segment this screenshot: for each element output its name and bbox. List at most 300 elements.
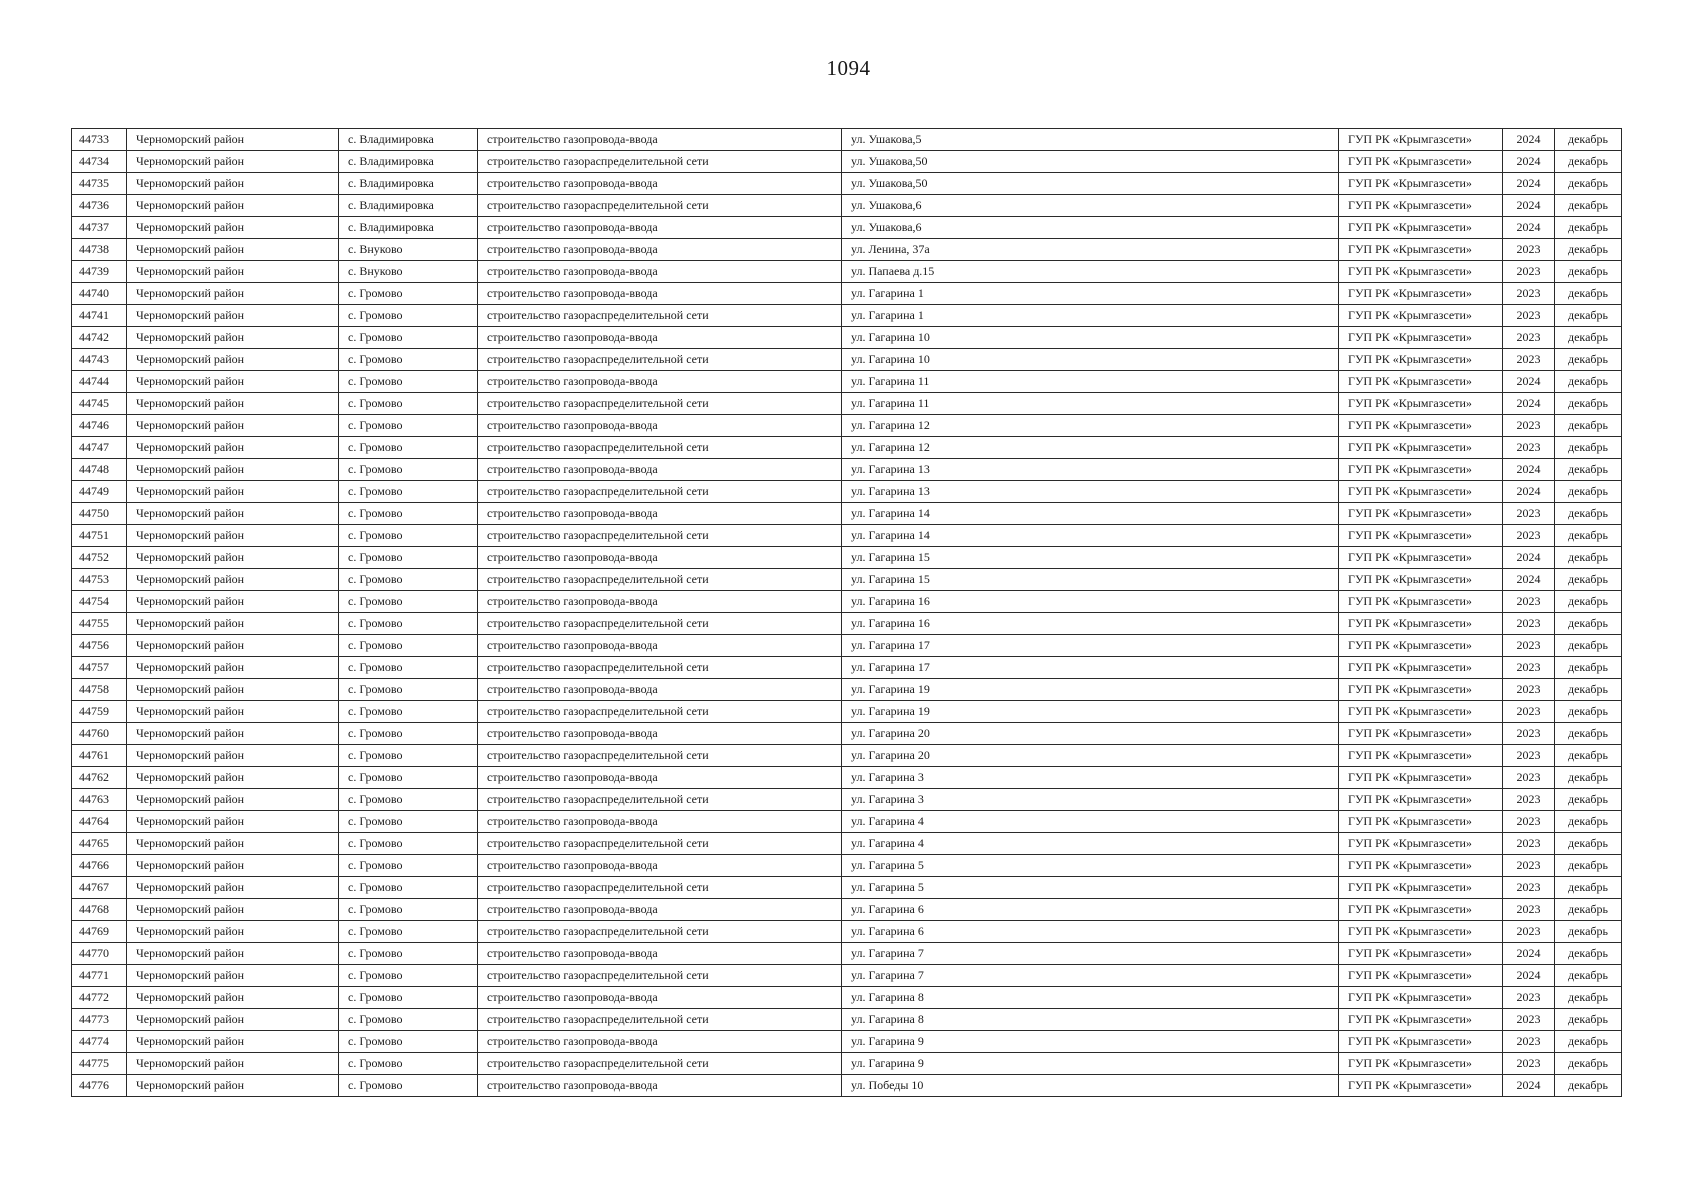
address-cell: ул. Гагарина 6	[842, 899, 1339, 921]
settlement-cell: с. Громово	[339, 811, 478, 833]
record-number-cell: 44751	[72, 525, 127, 547]
month-cell: декабрь	[1555, 129, 1622, 151]
table-row	[72, 899, 1622, 921]
settlement-cell: с. Владимировка	[339, 151, 478, 173]
district-cell: Черноморский район	[127, 459, 339, 481]
contractor-cell: ГУП РК «Крымгазсети»	[1339, 173, 1503, 195]
work-type-cell: строительство газопровода-ввода	[478, 129, 842, 151]
address-cell: ул. Ушакова,50	[842, 151, 1339, 173]
district-cell: Черноморский район	[127, 217, 339, 239]
address-cell: ул. Гагарина 9	[842, 1053, 1339, 1075]
settlement-cell: с. Громово	[339, 327, 478, 349]
district-cell: Черноморский район	[127, 855, 339, 877]
contractor-cell: ГУП РК «Крымгазсети»	[1339, 591, 1503, 613]
district-cell: Черноморский район	[127, 195, 339, 217]
district-cell: Черноморский район	[127, 547, 339, 569]
work-type-cell: строительство газораспределительной сети	[478, 1009, 842, 1031]
contractor-cell: ГУП РК «Крымгазсети»	[1339, 723, 1503, 745]
contractor-cell: ГУП РК «Крымгазсети»	[1339, 679, 1503, 701]
month-cell: декабрь	[1555, 195, 1622, 217]
address-cell: ул. Гагарина 16	[842, 591, 1339, 613]
address-cell: ул. Гагарина 15	[842, 547, 1339, 569]
settlement-cell: с. Громово	[339, 855, 478, 877]
month-cell: декабрь	[1555, 217, 1622, 239]
district-cell: Черноморский район	[127, 371, 339, 393]
contractor-cell: ГУП РК «Крымгазсети»	[1339, 811, 1503, 833]
table-row	[72, 349, 1622, 371]
table-row	[72, 547, 1622, 569]
contractor-cell: ГУП РК «Крымгазсети»	[1339, 129, 1503, 151]
work-type-cell: строительство газораспределительной сети	[478, 833, 842, 855]
address-cell: ул. Гагарина 5	[842, 877, 1339, 899]
district-cell: Черноморский район	[127, 811, 339, 833]
district-cell: Черноморский район	[127, 1053, 339, 1075]
year-cell: 2023	[1503, 1031, 1555, 1053]
address-cell: ул. Ушакова,6	[842, 195, 1339, 217]
address-cell: ул. Ушакова,50	[842, 173, 1339, 195]
work-type-cell: строительство газопровода-ввода	[478, 1031, 842, 1053]
work-type-cell: строительство газораспределительной сети	[478, 437, 842, 459]
contractor-cell: ГУП РК «Крымгазсети»	[1339, 371, 1503, 393]
address-cell: ул. Гагарина 12	[842, 437, 1339, 459]
settlement-cell: с. Громово	[339, 921, 478, 943]
settlement-cell: с. Громово	[339, 789, 478, 811]
record-number-cell: 44749	[72, 481, 127, 503]
year-cell: 2023	[1503, 415, 1555, 437]
year-cell: 2024	[1503, 195, 1555, 217]
work-type-cell: строительство газопровода-ввода	[478, 811, 842, 833]
year-cell: 2023	[1503, 811, 1555, 833]
work-type-cell: строительство газопровода-ввода	[478, 723, 842, 745]
table-row	[72, 569, 1622, 591]
contractor-cell: ГУП РК «Крымгазсети»	[1339, 437, 1503, 459]
month-cell: декабрь	[1555, 855, 1622, 877]
record-number-cell: 44735	[72, 173, 127, 195]
month-cell: декабрь	[1555, 987, 1622, 1009]
settlement-cell: с. Громово	[339, 437, 478, 459]
contractor-cell: ГУП РК «Крымгазсети»	[1339, 613, 1503, 635]
district-cell: Черноморский район	[127, 283, 339, 305]
month-cell: декабрь	[1555, 525, 1622, 547]
month-cell: декабрь	[1555, 327, 1622, 349]
month-cell: декабрь	[1555, 1031, 1622, 1053]
record-number-cell: 44758	[72, 679, 127, 701]
month-cell: декабрь	[1555, 767, 1622, 789]
contractor-cell: ГУП РК «Крымгазсети»	[1339, 745, 1503, 767]
record-number-cell: 44753	[72, 569, 127, 591]
year-cell: 2024	[1503, 569, 1555, 591]
address-cell: ул. Гагарина 4	[842, 833, 1339, 855]
month-cell: декабрь	[1555, 613, 1622, 635]
record-number-cell: 44769	[72, 921, 127, 943]
year-cell: 2023	[1503, 327, 1555, 349]
address-cell: ул. Гагарина 16	[842, 613, 1339, 635]
contractor-cell: ГУП РК «Крымгазсети»	[1339, 525, 1503, 547]
settlement-cell: с. Громово	[339, 679, 478, 701]
month-cell: декабрь	[1555, 393, 1622, 415]
month-cell: декабрь	[1555, 459, 1622, 481]
address-cell: ул. Гагарина 6	[842, 921, 1339, 943]
district-cell: Черноморский район	[127, 393, 339, 415]
district-cell: Черноморский район	[127, 305, 339, 327]
address-cell: ул. Гагарина 13	[842, 459, 1339, 481]
work-type-cell: строительство газопровода-ввода	[478, 547, 842, 569]
work-type-cell: строительство газопровода-ввода	[478, 283, 842, 305]
work-type-cell: строительство газопровода-ввода	[478, 635, 842, 657]
month-cell: декабрь	[1555, 547, 1622, 569]
contractor-cell: ГУП РК «Крымгазсети»	[1339, 855, 1503, 877]
contractor-cell: ГУП РК «Крымгазсети»	[1339, 987, 1503, 1009]
settlement-cell: с. Громово	[339, 767, 478, 789]
table-row	[72, 283, 1622, 305]
year-cell: 2023	[1503, 349, 1555, 371]
district-cell: Черноморский район	[127, 415, 339, 437]
address-cell: ул. Победы 10	[842, 1075, 1339, 1097]
district-cell: Черноморский район	[127, 701, 339, 723]
district-cell: Черноморский район	[127, 723, 339, 745]
district-cell: Черноморский район	[127, 965, 339, 987]
contractor-cell: ГУП РК «Крымгазсети»	[1339, 195, 1503, 217]
table-row	[72, 789, 1622, 811]
table-row	[72, 393, 1622, 415]
year-cell: 2023	[1503, 723, 1555, 745]
year-cell: 2023	[1503, 635, 1555, 657]
settlement-cell: с. Громово	[339, 1031, 478, 1053]
record-number-cell: 44765	[72, 833, 127, 855]
work-type-cell: строительство газопровода-ввода	[478, 943, 842, 965]
table-row	[72, 767, 1622, 789]
year-cell: 2023	[1503, 987, 1555, 1009]
contractor-cell: ГУП РК «Крымгазсети»	[1339, 349, 1503, 371]
table-row	[72, 173, 1622, 195]
contractor-cell: ГУП РК «Крымгазсети»	[1339, 415, 1503, 437]
district-cell: Черноморский район	[127, 481, 339, 503]
month-cell: декабрь	[1555, 371, 1622, 393]
settlement-cell: с. Громово	[339, 591, 478, 613]
work-type-cell: строительство газораспределительной сети	[478, 921, 842, 943]
district-cell: Черноморский район	[127, 899, 339, 921]
address-cell: ул. Гагарина 1	[842, 283, 1339, 305]
address-cell: ул. Гагарина 7	[842, 943, 1339, 965]
month-cell: декабрь	[1555, 1053, 1622, 1075]
settlement-cell: с. Громово	[339, 635, 478, 657]
record-number-cell: 44773	[72, 1009, 127, 1031]
contractor-cell: ГУП РК «Крымгазсети»	[1339, 217, 1503, 239]
district-cell: Черноморский район	[127, 635, 339, 657]
district-cell: Черноморский район	[127, 1031, 339, 1053]
contractor-cell: ГУП РК «Крымгазсети»	[1339, 921, 1503, 943]
contractor-cell: ГУП РК «Крымгазсети»	[1339, 965, 1503, 987]
settlement-cell: с. Громово	[339, 943, 478, 965]
settlement-cell: с. Владимировка	[339, 217, 478, 239]
table-row	[72, 261, 1622, 283]
record-number-cell: 44743	[72, 349, 127, 371]
contractor-cell: ГУП РК «Крымгазсети»	[1339, 239, 1503, 261]
year-cell: 2023	[1503, 503, 1555, 525]
record-number-cell: 44738	[72, 239, 127, 261]
address-cell: ул. Гагарина 11	[842, 371, 1339, 393]
table-row	[72, 635, 1622, 657]
settlement-cell: с. Внуково	[339, 261, 478, 283]
year-cell: 2023	[1503, 657, 1555, 679]
district-cell: Черноморский район	[127, 239, 339, 261]
month-cell: декабрь	[1555, 239, 1622, 261]
month-cell: декабрь	[1555, 415, 1622, 437]
month-cell: декабрь	[1555, 1009, 1622, 1031]
table-body	[72, 129, 1622, 1097]
year-cell: 2024	[1503, 173, 1555, 195]
year-cell: 2024	[1503, 943, 1555, 965]
address-cell: ул. Гагарина 3	[842, 767, 1339, 789]
table-row	[72, 503, 1622, 525]
contractor-cell: ГУП РК «Крымгазсети»	[1339, 1053, 1503, 1075]
month-cell: декабрь	[1555, 811, 1622, 833]
month-cell: декабрь	[1555, 657, 1622, 679]
table-row	[72, 217, 1622, 239]
table-row	[72, 987, 1622, 1009]
address-cell: ул. Гагарина 19	[842, 701, 1339, 723]
contractor-cell: ГУП РК «Крымгазсети»	[1339, 833, 1503, 855]
district-cell: Черноморский район	[127, 569, 339, 591]
record-number-cell: 44762	[72, 767, 127, 789]
month-cell: декабрь	[1555, 591, 1622, 613]
month-cell: декабрь	[1555, 833, 1622, 855]
contractor-cell: ГУП РК «Крымгазсети»	[1339, 393, 1503, 415]
year-cell: 2023	[1503, 1009, 1555, 1031]
year-cell: 2023	[1503, 591, 1555, 613]
work-type-cell: строительство газораспределительной сети	[478, 701, 842, 723]
work-type-cell: строительство газопровода-ввода	[478, 415, 842, 437]
record-number-cell: 44764	[72, 811, 127, 833]
month-cell: декабрь	[1555, 349, 1622, 371]
work-type-cell: строительство газораспределительной сети	[478, 349, 842, 371]
district-cell: Черноморский район	[127, 679, 339, 701]
year-cell: 2024	[1503, 151, 1555, 173]
record-number-cell: 44733	[72, 129, 127, 151]
record-number-cell: 44737	[72, 217, 127, 239]
table-row	[72, 1009, 1622, 1031]
settlement-cell: с. Внуково	[339, 239, 478, 261]
record-number-cell: 44734	[72, 151, 127, 173]
record-number-cell: 44741	[72, 305, 127, 327]
district-cell: Черноморский район	[127, 349, 339, 371]
table-row	[72, 305, 1622, 327]
month-cell: декабрь	[1555, 965, 1622, 987]
contractor-cell: ГУП РК «Крымгазсети»	[1339, 569, 1503, 591]
table-row	[72, 327, 1622, 349]
record-number-cell: 44757	[72, 657, 127, 679]
year-cell: 2023	[1503, 283, 1555, 305]
district-cell: Черноморский район	[127, 1075, 339, 1097]
record-number-cell: 44756	[72, 635, 127, 657]
table-row	[72, 811, 1622, 833]
settlement-cell: с. Громово	[339, 833, 478, 855]
address-cell: ул. Гагарина 17	[842, 657, 1339, 679]
district-cell: Черноморский район	[127, 987, 339, 1009]
year-cell: 2024	[1503, 129, 1555, 151]
year-cell: 2023	[1503, 679, 1555, 701]
address-cell: ул. Ушакова,6	[842, 217, 1339, 239]
address-cell: ул. Гагарина 11	[842, 393, 1339, 415]
month-cell: декабрь	[1555, 877, 1622, 899]
year-cell: 2023	[1503, 833, 1555, 855]
district-cell: Черноморский район	[127, 591, 339, 613]
year-cell: 2024	[1503, 459, 1555, 481]
work-type-cell: строительство газораспределительной сети	[478, 151, 842, 173]
year-cell: 2023	[1503, 1053, 1555, 1075]
work-type-cell: строительство газопровода-ввода	[478, 261, 842, 283]
contractor-cell: ГУП РК «Крымгазсети»	[1339, 283, 1503, 305]
district-cell: Черноморский район	[127, 613, 339, 635]
year-cell: 2024	[1503, 547, 1555, 569]
table-row	[72, 657, 1622, 679]
table-row	[72, 239, 1622, 261]
year-cell: 2024	[1503, 481, 1555, 503]
address-cell: ул. Ленина, 37а	[842, 239, 1339, 261]
address-cell: ул. Гагарина 13	[842, 481, 1339, 503]
work-type-cell: строительство газораспределительной сети	[478, 657, 842, 679]
settlement-cell: с. Громово	[339, 393, 478, 415]
address-cell: ул. Ушакова,5	[842, 129, 1339, 151]
contractor-cell: ГУП РК «Крымгазсети»	[1339, 459, 1503, 481]
work-type-cell: строительство газопровода-ввода	[478, 371, 842, 393]
settlement-cell: с. Громово	[339, 415, 478, 437]
month-cell: декабрь	[1555, 437, 1622, 459]
contractor-cell: ГУП РК «Крымгазсети»	[1339, 1075, 1503, 1097]
month-cell: декабрь	[1555, 921, 1622, 943]
work-type-cell: строительство газораспределительной сети	[478, 877, 842, 899]
settlement-cell: с. Владимировка	[339, 195, 478, 217]
work-type-cell: строительство газопровода-ввода	[478, 591, 842, 613]
year-cell: 2023	[1503, 921, 1555, 943]
record-number-cell: 44736	[72, 195, 127, 217]
contractor-cell: ГУП РК «Крымгазсети»	[1339, 877, 1503, 899]
table-row	[72, 679, 1622, 701]
contractor-cell: ГУП РК «Крымгазсети»	[1339, 899, 1503, 921]
settlement-cell: с. Громово	[339, 371, 478, 393]
contractor-cell: ГУП РК «Крымгазсети»	[1339, 1009, 1503, 1031]
record-number-cell: 44760	[72, 723, 127, 745]
contractor-cell: ГУП РК «Крымгазсети»	[1339, 657, 1503, 679]
address-cell: ул. Гагарина 1	[842, 305, 1339, 327]
table-row	[72, 371, 1622, 393]
district-cell: Черноморский район	[127, 1009, 339, 1031]
year-cell: 2023	[1503, 525, 1555, 547]
address-cell: ул. Гагарина 10	[842, 327, 1339, 349]
gasification-register-table	[71, 128, 1622, 1097]
district-cell: Черноморский район	[127, 525, 339, 547]
work-type-cell: строительство газораспределительной сети	[478, 789, 842, 811]
work-type-cell: строительство газораспределительной сети	[478, 525, 842, 547]
settlement-cell: с. Громово	[339, 547, 478, 569]
month-cell: декабрь	[1555, 635, 1622, 657]
district-cell: Черноморский район	[127, 327, 339, 349]
table-row	[72, 129, 1622, 151]
contractor-cell: ГУП РК «Крымгазсети»	[1339, 481, 1503, 503]
year-cell: 2024	[1503, 217, 1555, 239]
record-number-cell: 44750	[72, 503, 127, 525]
address-cell: ул. Папаева д.15	[842, 261, 1339, 283]
record-number-cell: 44742	[72, 327, 127, 349]
address-cell: ул. Гагарина 20	[842, 745, 1339, 767]
address-cell: ул. Гагарина 3	[842, 789, 1339, 811]
contractor-cell: ГУП РК «Крымгазсети»	[1339, 701, 1503, 723]
page-number: 1094	[826, 56, 871, 80]
settlement-cell: с. Громово	[339, 657, 478, 679]
work-type-cell: строительство газопровода-ввода	[478, 217, 842, 239]
month-cell: декабрь	[1555, 569, 1622, 591]
work-type-cell: строительство газопровода-ввода	[478, 767, 842, 789]
district-cell: Черноморский район	[127, 745, 339, 767]
contractor-cell: ГУП РК «Крымгазсети»	[1339, 261, 1503, 283]
address-cell: ул. Гагарина 17	[842, 635, 1339, 657]
table-row	[72, 195, 1622, 217]
record-number-cell: 44748	[72, 459, 127, 481]
contractor-cell: ГУП РК «Крымгазсети»	[1339, 635, 1503, 657]
year-cell: 2024	[1503, 371, 1555, 393]
record-number-cell: 44759	[72, 701, 127, 723]
district-cell: Черноморский район	[127, 261, 339, 283]
district-cell: Черноморский район	[127, 129, 339, 151]
table-row	[72, 745, 1622, 767]
year-cell: 2023	[1503, 745, 1555, 767]
address-cell: ул. Гагарина 8	[842, 1009, 1339, 1031]
record-number-cell: 44745	[72, 393, 127, 415]
district-cell: Черноморский район	[127, 943, 339, 965]
record-number-cell: 44768	[72, 899, 127, 921]
year-cell: 2024	[1503, 965, 1555, 987]
table-row	[72, 613, 1622, 635]
address-cell: ул. Гагарина 8	[842, 987, 1339, 1009]
settlement-cell: с. Владимировка	[339, 173, 478, 195]
address-cell: ул. Гагарина 4	[842, 811, 1339, 833]
contractor-cell: ГУП РК «Крымгазсети»	[1339, 151, 1503, 173]
record-number-cell: 44754	[72, 591, 127, 613]
record-number-cell: 44744	[72, 371, 127, 393]
month-cell: декабрь	[1555, 261, 1622, 283]
year-cell: 2023	[1503, 789, 1555, 811]
record-number-cell: 44775	[72, 1053, 127, 1075]
settlement-cell: с. Громово	[339, 745, 478, 767]
table-row	[72, 855, 1622, 877]
district-cell: Черноморский район	[127, 657, 339, 679]
month-cell: декабрь	[1555, 173, 1622, 195]
district-cell: Черноморский район	[127, 921, 339, 943]
contractor-cell: ГУП РК «Крымгазсети»	[1339, 943, 1503, 965]
district-cell: Черноморский район	[127, 173, 339, 195]
month-cell: декабрь	[1555, 789, 1622, 811]
year-cell: 2023	[1503, 701, 1555, 723]
work-type-cell: строительство газораспределительной сети	[478, 745, 842, 767]
district-cell: Черноморский район	[127, 833, 339, 855]
record-number-cell: 44747	[72, 437, 127, 459]
month-cell: декабрь	[1555, 679, 1622, 701]
record-number-cell: 44774	[72, 1031, 127, 1053]
record-number-cell: 44767	[72, 877, 127, 899]
table-row	[72, 459, 1622, 481]
table-row	[72, 1053, 1622, 1075]
record-number-cell: 44770	[72, 943, 127, 965]
settlement-cell: с. Громово	[339, 965, 478, 987]
district-cell: Черноморский район	[127, 877, 339, 899]
address-cell: ул. Гагарина 10	[842, 349, 1339, 371]
district-cell: Черноморский район	[127, 503, 339, 525]
table-row	[72, 151, 1622, 173]
table-row	[72, 723, 1622, 745]
settlement-cell: с. Громово	[339, 1053, 478, 1075]
table-row	[72, 965, 1622, 987]
year-cell: 2023	[1503, 305, 1555, 327]
